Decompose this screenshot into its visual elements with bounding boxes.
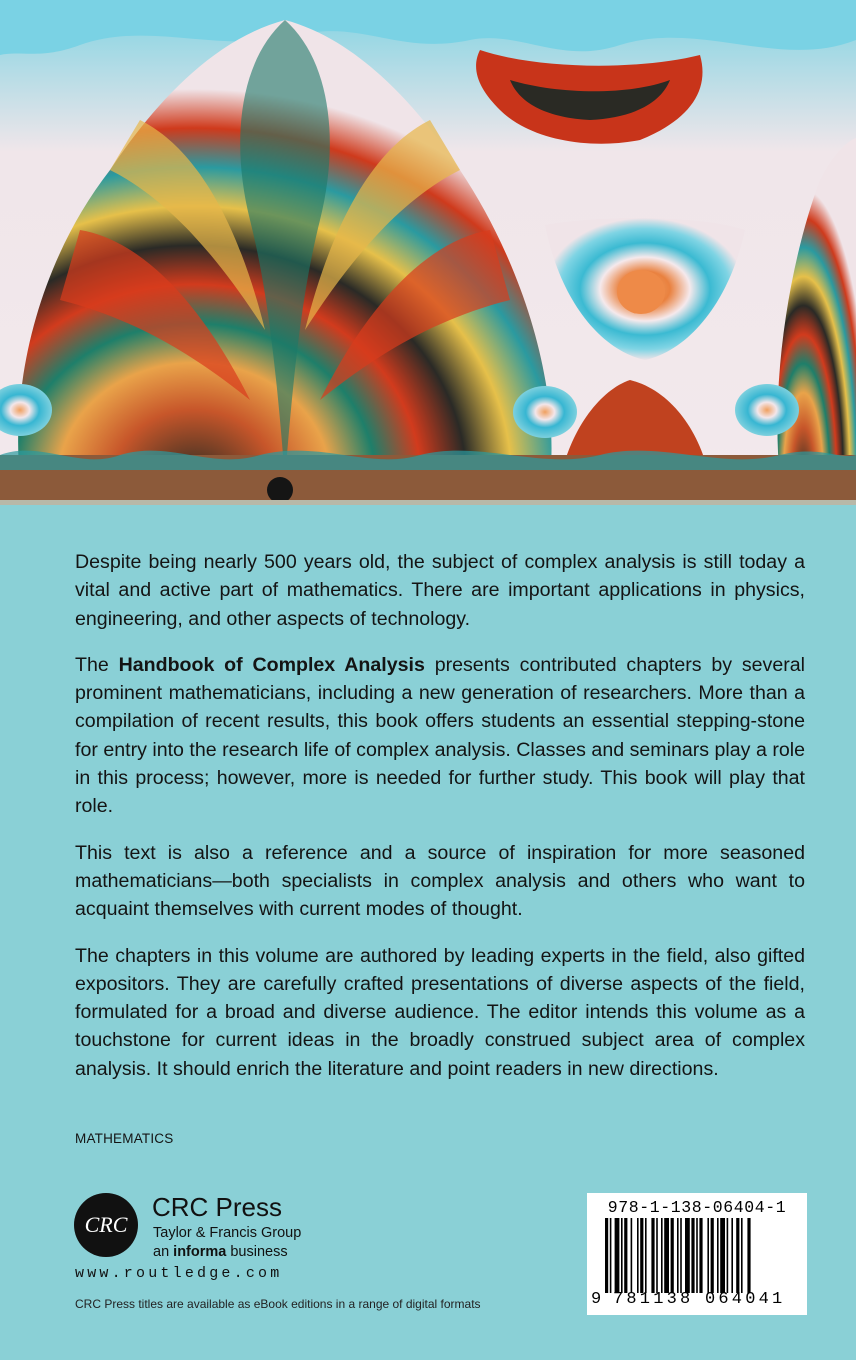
barcode-bar: [610, 1218, 612, 1293]
pub-sub-bold: informa: [173, 1244, 227, 1260]
subject-category: MATHEMATICS: [75, 1131, 174, 1146]
barcode-bar: [615, 1218, 620, 1293]
ean-right-group: 064041: [705, 1290, 786, 1309]
barcode-bar: [747, 1218, 750, 1293]
isbn-barcode: [587, 1193, 807, 1315]
publisher-website: www.routledge.com: [75, 1265, 283, 1282]
barcode-bar: [685, 1218, 690, 1293]
pub-sub-suffix: business: [226, 1244, 288, 1260]
publisher-group: Taylor & Francis Group: [153, 1225, 302, 1241]
barcode-bar: [717, 1218, 719, 1293]
back-cover-blurb: [75, 548, 805, 1101]
barcode-bar: [711, 1218, 714, 1293]
blurb-paragraph-2: [75, 651, 805, 821]
barcode-bar: [720, 1218, 725, 1293]
barcode-bars-icon: [605, 1218, 795, 1293]
barcode-bar: [661, 1218, 663, 1293]
blurb-paragraph-1: Despite being nearly 500 years old, the subject of complex analysis is still today a vital and active part of mathematics. There are important applications in physics, engineering, and other aspects of technology.: [75, 551, 805, 630]
barcode-bar: [680, 1218, 682, 1293]
barcode-bar: [741, 1218, 743, 1293]
barcode-bar: [631, 1218, 633, 1293]
barcode-bar: [736, 1218, 739, 1293]
blurb-paragraph-4: The chapters in this volume are authored by leading experts in the field, also gifted expositors. They are carefully crafted presentations of diverse aspects of the field, formulated for a broad and diverse audience. The editor intends this volume as a touchstone for current ideas in the broadly construed subject area of complex analysis. It should enrich the literature and point readers in new directions.: [75, 944, 805, 1080]
barcode-bar: [637, 1218, 639, 1293]
publisher-subtitle: [153, 1243, 288, 1261]
blurb-paragraph-3: This text is also a reference and a source of inspiration for more seasoned mathematicians—both specialists in complex analysis and others who want to acquaint themselves with current modes of thought.: [75, 841, 805, 921]
isbn-number: 978-1-138-06404-1: [607, 1198, 787, 1217]
ean-left-group: 781138: [613, 1290, 694, 1309]
ebook-note: CRC Press titles are available as eBook editions in a range of digital formats: [75, 1297, 481, 1311]
barcode-bar: [691, 1218, 694, 1293]
barcode-bar: [696, 1218, 698, 1293]
blurb-p2-rest: presents contributed chapters by several prominent mathematicians, including a new generation of researchers. More than a compilation of recent results, this book offers students an essential stepping-stone for entry into the research life of complex analysis. Classes and seminars play a role in this process; however, more is needed for further study. This book will play that role.: [75, 653, 806, 818]
barcode-bar: [664, 1218, 669, 1293]
barcode-bar: [731, 1218, 733, 1293]
barcode-bar: [645, 1218, 647, 1293]
barcode-bar: [677, 1218, 679, 1293]
crc-logo-icon: [73, 1192, 139, 1258]
blurb-p2-prefix: The: [75, 653, 119, 676]
barcode-bar: [699, 1218, 702, 1293]
barcode-bar: [621, 1218, 623, 1293]
barcode-bar: [727, 1218, 729, 1293]
barcode-bar: [640, 1218, 643, 1293]
ean-first-digit: 9: [591, 1290, 602, 1309]
barcode-bar: [624, 1218, 627, 1293]
pub-sub-prefix: an: [153, 1244, 174, 1260]
publisher-name: CRC Press: [152, 1192, 283, 1222]
crc-logo-text: CRC: [84, 1212, 128, 1237]
book-title-inline: Handbook of Complex Analysis: [118, 653, 425, 676]
barcode-bar: [707, 1218, 709, 1293]
barcode-bar: [671, 1218, 674, 1293]
cover-fractal-art: [0, 0, 856, 505]
barcode-bar: [656, 1218, 658, 1293]
barcode-bar: [605, 1218, 608, 1293]
barcode-bar: [651, 1218, 654, 1293]
